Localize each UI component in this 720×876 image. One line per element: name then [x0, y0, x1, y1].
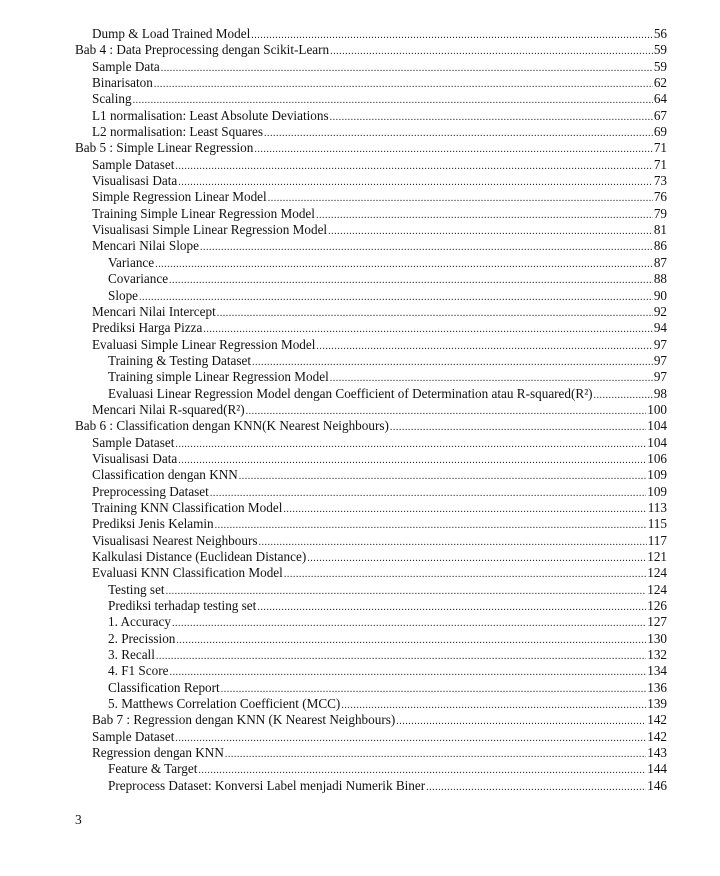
toc-entry-page: 136 — [647, 679, 667, 695]
toc-entry-title: 5. Matthews Correlation Coefficient (MCC) — [108, 696, 341, 712]
toc-entry-page: 139 — [647, 696, 667, 712]
toc-entry-page: 121 — [647, 549, 667, 564]
toc-entry-page: 79 — [653, 205, 667, 221]
toc-entry-title: Simple Regression Linear Model — [92, 189, 267, 205]
toc-entry-page: 71 — [653, 156, 667, 172]
toc-entry-title: Testing set — [108, 581, 165, 597]
dot-leader — [307, 551, 646, 567]
dot-leader — [176, 633, 646, 649]
toc-entry-page: 59 — [653, 58, 667, 74]
toc-entry-page: 92 — [653, 303, 667, 319]
toc-entry-page: 81 — [653, 222, 667, 238]
toc-entry-page: 104 — [647, 418, 667, 434]
toc-entry-title: Prediksi terhadap testing set — [108, 598, 257, 614]
dot-leader — [225, 747, 646, 763]
toc-entry-title: Evaluasi Linear Regression Model dengan Coefficient of Determination atau R-squared(R²) — [108, 385, 593, 401]
toc-entry-page: 76 — [653, 189, 667, 205]
toc-entry-page: 100 — [647, 401, 667, 417]
toc-entry[interactable] — [75, 386, 667, 402]
toc-entry[interactable] — [75, 75, 667, 91]
toc-entry-title: Classification dengan KNN — [92, 467, 238, 483]
toc-entry[interactable] — [75, 614, 667, 630]
toc-entry-page: 97 — [653, 336, 667, 352]
dot-leader — [258, 535, 646, 551]
toc-entry-page: 134 — [647, 663, 667, 679]
toc-entry[interactable] — [75, 42, 667, 58]
toc-entry-page: 98 — [653, 385, 667, 401]
toc-entry-title: Visualisasi Data — [92, 450, 178, 466]
toc-entry-page: 124 — [647, 565, 667, 581]
toc-entry-page: 97 — [653, 369, 667, 385]
toc-entry-page: 88 — [653, 271, 667, 287]
toc-entry[interactable] — [75, 745, 667, 761]
toc-entry-title: Mencari Nilai Intercept — [92, 303, 216, 319]
toc-entry-title: Slope — [108, 287, 139, 303]
toc-entry-title: Bab 7 : Regression dengan KNN (K Nearest Neighbours) — [92, 712, 396, 728]
dot-leader — [155, 257, 653, 273]
toc-entry-title: Evaluasi KNN Classification Model — [92, 565, 283, 581]
dot-leader — [200, 240, 653, 256]
toc-entry-page: 109 — [647, 483, 667, 499]
toc-entry-title: Visualisasi Nearest Neighbours — [92, 532, 258, 548]
toc-entry[interactable] — [75, 778, 667, 794]
toc-entry-title: Bab 4 : Data Preprocessing dengan Scikit-Learn — [75, 42, 330, 58]
toc-entry-title: 2. Precission — [108, 630, 176, 646]
toc-entry[interactable] — [75, 238, 667, 254]
dot-leader — [239, 469, 646, 485]
toc-entry-page: 127 — [647, 614, 667, 630]
toc-entry-title: Preprocess Dataset: Konversi Label menjadi Numerik Biner — [108, 777, 426, 793]
toc-entry-page: 71 — [653, 140, 667, 156]
toc-entry-title: Training KNN Classification Model — [92, 499, 283, 515]
toc-entry-page: 64 — [653, 91, 667, 107]
toc-entry-page: 86 — [653, 238, 667, 254]
toc-entry-title: Binarisaton — [92, 75, 153, 91]
toc-entry-title: Bab 5 : Simple Linear Regression — [75, 140, 254, 156]
dot-leader — [169, 665, 646, 681]
toc-entry-page: 69 — [653, 124, 667, 140]
toc-entry[interactable] — [75, 140, 667, 156]
toc-entry-title: Mencari Nilai Slope — [92, 238, 199, 254]
toc-entry-title: Kalkulasi Distance (Euclidean Distance) — [92, 549, 307, 564]
toc-entry-title: Regression dengan KNN — [92, 745, 224, 761]
toc-entry-page: 132 — [647, 647, 667, 663]
toc-entry-title: 1. Accuracy — [108, 614, 171, 630]
toc-entry[interactable] — [75, 435, 667, 451]
dot-leader — [169, 273, 653, 289]
toc-entry[interactable] — [75, 663, 667, 679]
dot-leader — [330, 110, 653, 126]
toc-entry-page: 56 — [653, 26, 667, 41]
table-of-contents — [75, 26, 667, 794]
dot-leader — [215, 518, 647, 534]
toc-entry[interactable] — [75, 353, 667, 369]
dot-leader — [139, 290, 653, 306]
toc-entry-title: Training & Testing Dataset — [108, 352, 252, 368]
toc-entry-title: 4. F1 Score — [108, 663, 169, 679]
toc-entry-title: Preprocessing Dataset — [92, 483, 209, 499]
toc-entry-page: 109 — [647, 467, 667, 483]
toc-entry[interactable] — [75, 320, 667, 336]
toc-entry[interactable] — [75, 712, 667, 728]
toc-entry-title: Scaling — [92, 91, 132, 107]
toc-entry[interactable] — [75, 467, 667, 483]
toc-entry[interactable] — [75, 26, 667, 42]
toc-entry[interactable] — [75, 761, 667, 777]
toc-entry[interactable] — [75, 59, 667, 75]
toc-entry-page: 73 — [653, 173, 667, 189]
toc-entry-title: Sample Dataset — [92, 434, 175, 450]
toc-entry-page: 124 — [647, 581, 667, 597]
dot-leader — [426, 780, 646, 796]
toc-entry-title: Variance — [108, 254, 155, 270]
dot-leader — [316, 339, 652, 355]
dot-leader — [254, 142, 652, 158]
toc-entry-title: Prediksi Harga Pizza — [92, 320, 203, 336]
toc-entry[interactable] — [75, 647, 667, 663]
dot-leader — [175, 731, 646, 747]
toc-entry-title: L2 normalisation: Least Squares — [92, 124, 264, 140]
toc-entry[interactable] — [75, 565, 667, 581]
dot-leader — [594, 388, 653, 404]
toc-entry[interactable] — [75, 533, 667, 549]
dot-leader — [217, 306, 653, 322]
toc-entry[interactable] — [75, 255, 667, 271]
toc-entry[interactable] — [75, 598, 667, 614]
toc-entry-title: Sample Dataset — [92, 156, 175, 172]
toc-entry-title: Mencari Nilai R-squared(R²) — [92, 401, 245, 417]
toc-entry-page: 144 — [647, 761, 667, 777]
toc-entry-title: Training Simple Linear Regression Model — [92, 205, 315, 221]
toc-entry-title: Feature & Target — [108, 761, 198, 777]
dot-leader — [257, 600, 646, 616]
toc-entry-page: 117 — [647, 532, 667, 548]
page-number: 3 — [75, 812, 82, 827]
toc-entry[interactable] — [75, 451, 667, 467]
toc-entry-title: Dump & Load Trained Model — [92, 26, 251, 41]
toc-entry-page: 94 — [653, 320, 667, 336]
toc-entry[interactable] — [75, 484, 667, 500]
toc-entry[interactable] — [75, 680, 667, 696]
toc-entry[interactable] — [75, 222, 667, 238]
dot-leader — [283, 502, 646, 518]
toc-entry-page: 87 — [653, 254, 667, 270]
toc-entry[interactable] — [75, 582, 667, 598]
toc-entry[interactable] — [75, 516, 667, 532]
toc-entry[interactable] — [75, 271, 667, 287]
dot-leader — [175, 437, 646, 453]
toc-entry-page: 67 — [653, 107, 667, 123]
toc-entry-page: 97 — [653, 352, 667, 368]
dot-leader — [316, 208, 653, 224]
dot-leader — [330, 44, 653, 60]
toc-entry[interactable] — [75, 500, 667, 516]
dot-leader — [264, 126, 653, 142]
dot-leader — [268, 191, 653, 207]
toc-entry-title: Classification Report — [108, 679, 220, 695]
toc-entry-title: 3. Recall — [108, 647, 155, 663]
toc-entry-title: Sample Data — [92, 58, 160, 74]
toc-entry-title: Visualisasi Data — [92, 173, 178, 189]
toc-entry[interactable] — [75, 337, 667, 353]
dot-leader — [284, 567, 646, 583]
toc-entry[interactable] — [75, 402, 667, 418]
toc-entry[interactable] — [75, 304, 667, 320]
toc-entry-page: 143 — [647, 745, 667, 761]
toc-entry[interactable] — [75, 173, 667, 189]
toc-entry[interactable] — [75, 418, 667, 434]
toc-entry[interactable] — [75, 189, 667, 205]
toc-entry[interactable] — [75, 631, 667, 647]
toc-entry[interactable] — [75, 729, 667, 745]
toc-entry-page: 113 — [647, 499, 667, 515]
dot-leader — [172, 616, 646, 632]
toc-entry[interactable] — [75, 206, 667, 222]
dot-leader — [396, 714, 646, 730]
toc-entry[interactable] — [75, 369, 667, 385]
toc-entry[interactable] — [75, 696, 667, 712]
dot-leader — [178, 453, 646, 469]
dot-leader — [175, 159, 652, 175]
toc-entry[interactable] — [75, 288, 667, 304]
dot-leader — [161, 61, 653, 77]
toc-entry-page: 130 — [647, 630, 667, 646]
toc-entry[interactable] — [75, 108, 667, 124]
toc-entry-title: Sample Dataset — [92, 728, 175, 744]
toc-entry[interactable] — [75, 91, 667, 107]
toc-entry-title: Covariance — [108, 271, 169, 287]
toc-entry-page: 142 — [647, 728, 667, 744]
toc-entry-page: 106 — [647, 450, 667, 466]
toc-entry[interactable] — [75, 549, 667, 565]
dot-leader — [156, 649, 646, 665]
toc-entry-page: 90 — [653, 287, 667, 303]
dot-leader — [390, 420, 646, 436]
toc-entry-title: Prediksi Jenis Kelamin — [92, 516, 214, 532]
toc-entry-title: L1 normalisation: Least Absolute Deviations — [92, 107, 329, 123]
dot-leader — [328, 224, 653, 240]
toc-entry-title: Training simple Linear Regression Model — [108, 369, 329, 385]
toc-entry-page: 59 — [653, 42, 667, 58]
toc-entry-title: Evaluasi Simple Linear Regression Model — [92, 336, 316, 352]
dot-leader — [154, 77, 653, 93]
toc-entry-page: 115 — [647, 516, 667, 532]
toc-entry-page: 126 — [647, 598, 667, 614]
toc-entry-title: Bab 6 : Classification dengan KNN(K Nearest Neighbours) — [75, 418, 389, 434]
toc-entry-page: 142 — [647, 712, 667, 728]
toc-entry-title: Visualisasi Simple Linear Regression Model — [92, 222, 328, 238]
toc-entry-page: 104 — [647, 434, 667, 450]
toc-entry[interactable] — [75, 157, 667, 173]
toc-entry-page: 146 — [647, 777, 667, 793]
toc-entry-page: 62 — [653, 75, 667, 91]
toc-entry[interactable] — [75, 124, 667, 140]
